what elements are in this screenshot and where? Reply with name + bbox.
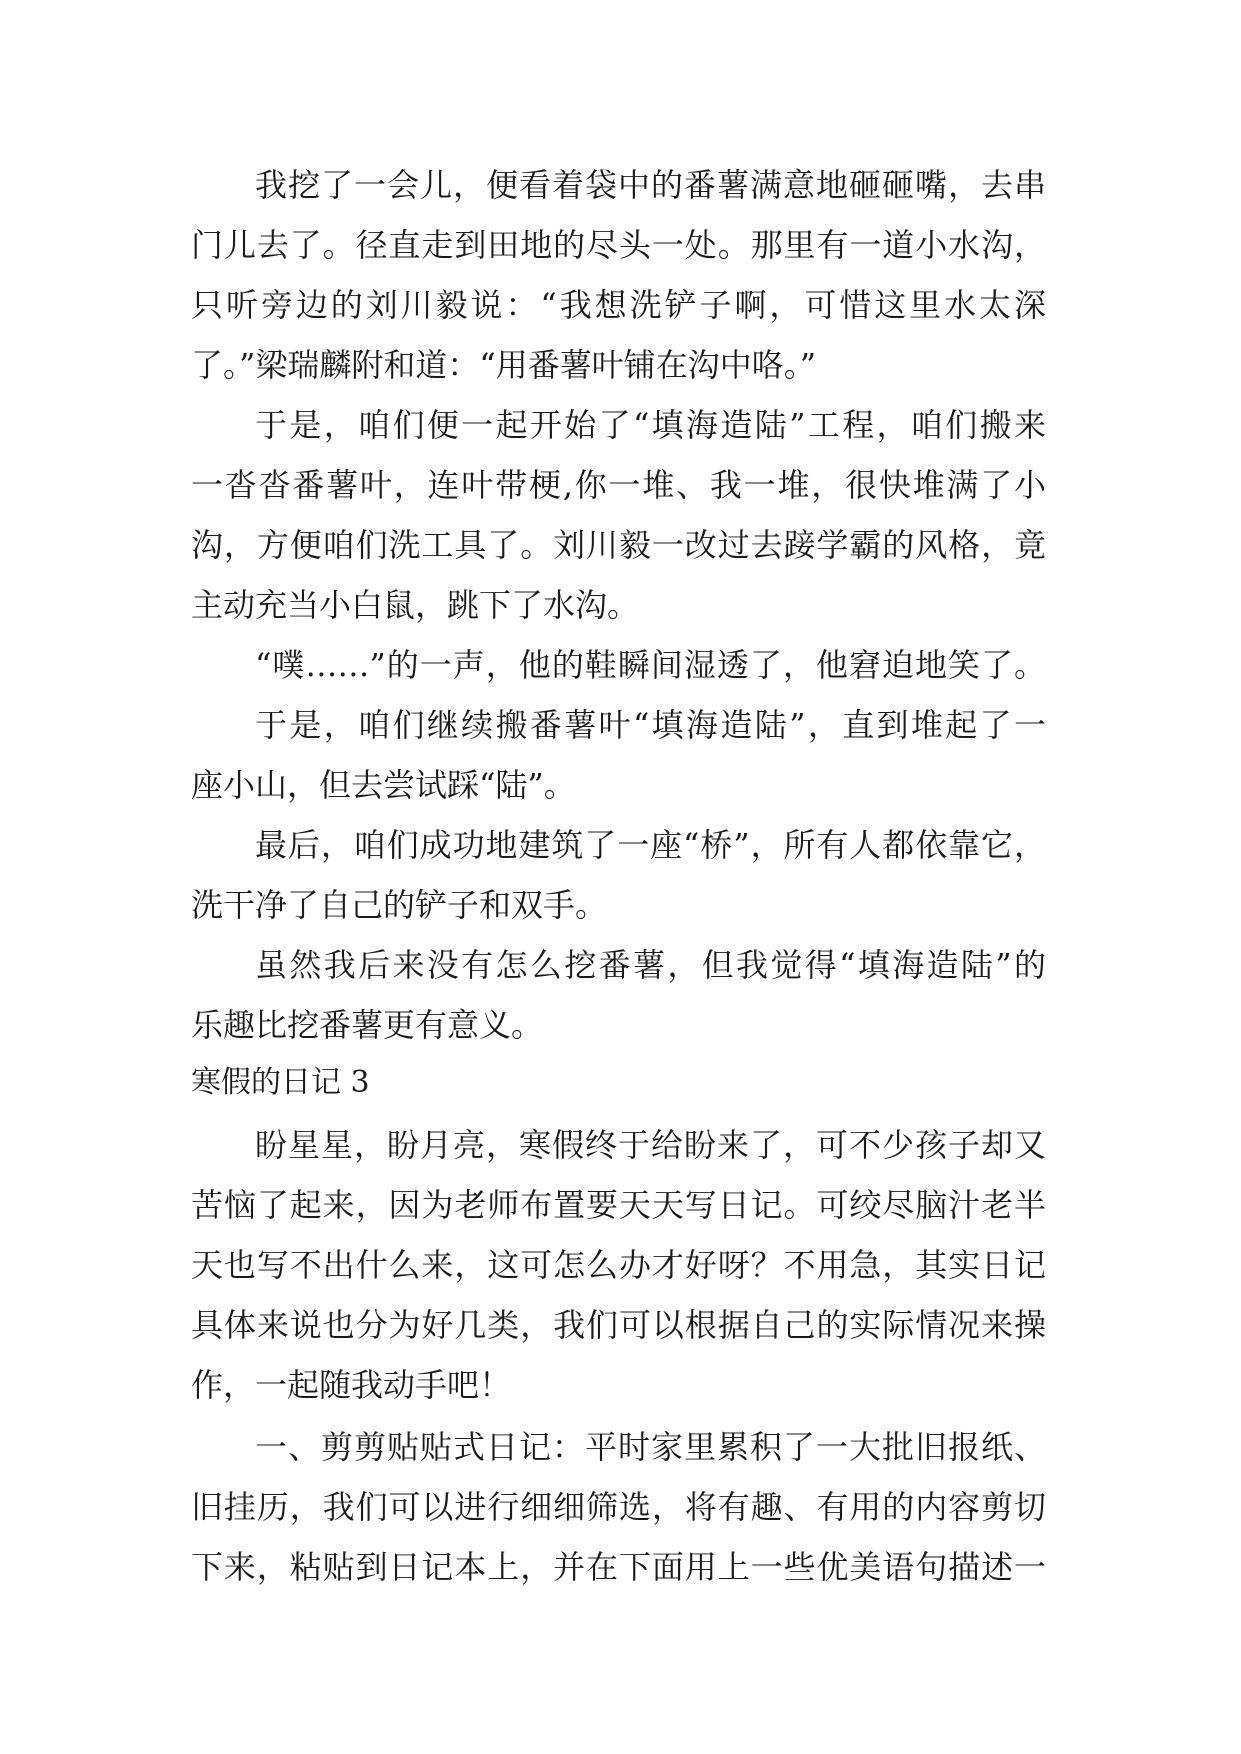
paragraph-line: 最后，咱们成功地建筑了一座“桥”，所有人都依靠它， [255,826,1046,864]
paragraph-line: 虽然我后来没有怎么挖番薯，但我觉得“填海造陆”的 [255,946,1046,984]
paragraph-line: “噗……”的一声，他的鞋瞬间湿透了，他窘迫地笑了。 [255,646,1046,684]
section-heading: 寒假的日记 3 [191,1065,370,1100]
paragraph-line: 只听旁边的刘川毅说：“我想洗铲子啊，可惜这里水太深 [191,286,1046,324]
paragraph-line: 沟，方便咱们洗工具了。刘川毅一改过去踥学霸的风格，竟 [191,526,1046,564]
paragraph-line: 主动充当小白鼠，跳下了水沟。 [191,586,640,624]
paragraph-line: 我挖了一会儿，便看着袋中的番薯满意地砸砸嘴，去串 [255,166,1046,204]
paragraph-line: 天也写不出什么来，这可怎么办才好呀？不用急，其实日记 [191,1246,1046,1284]
paragraph-line: 了。”梁瑞麟附和道：“用番薯叶铺在沟中咯。” [191,346,817,384]
paragraph-line: 一沓沓番薯叶，连叶带梗,你一堆、我一堆，很快堆满了小 [191,466,1046,504]
paragraph-line: 洗干净了自己的铲子和双手。 [191,886,608,924]
paragraph-line: 于是，咱们继续搬番薯叶“填海造陆”，直到堆起了一 [255,706,1046,744]
paragraph-line: 苦恼了起来，因为老师布置要天天写日记。可绞尽脑汁老半 [191,1186,1046,1224]
paragraph-line: 具体来说也分为好几类，我们可以根据自己的实际情况来操 [191,1306,1046,1344]
paragraph-line: 盼星星，盼月亮，寒假终于给盼来了，可不少孩子却又 [255,1126,1046,1164]
paragraph-line: 门儿去了。径直走到田地的尽头一处。那里有一道小水沟， [191,226,1046,264]
paragraph-line: 座小山，但去尝试踩“陆”。 [191,766,576,804]
paragraph-line: 于是，咱们便一起开始了“填海造陆”工程，咱们搬来 [255,406,1046,444]
paragraph-line: 旧挂历，我们可以进行细细筛选，将有趣、有用的内容剪切 [191,1488,1046,1526]
paragraph-line: 作，一起随我动手吧！ [191,1366,512,1404]
paragraph-line: 下来，粘贴到日记本上，并在下面用上一些优美语句描述一 [191,1548,1046,1586]
paragraph-line: 乐趣比挖番薯更有意义。 [191,1006,544,1044]
paragraph-line: 一、剪剪贴贴式日记：平时家里累积了一大批旧报纸、 [255,1428,1046,1466]
